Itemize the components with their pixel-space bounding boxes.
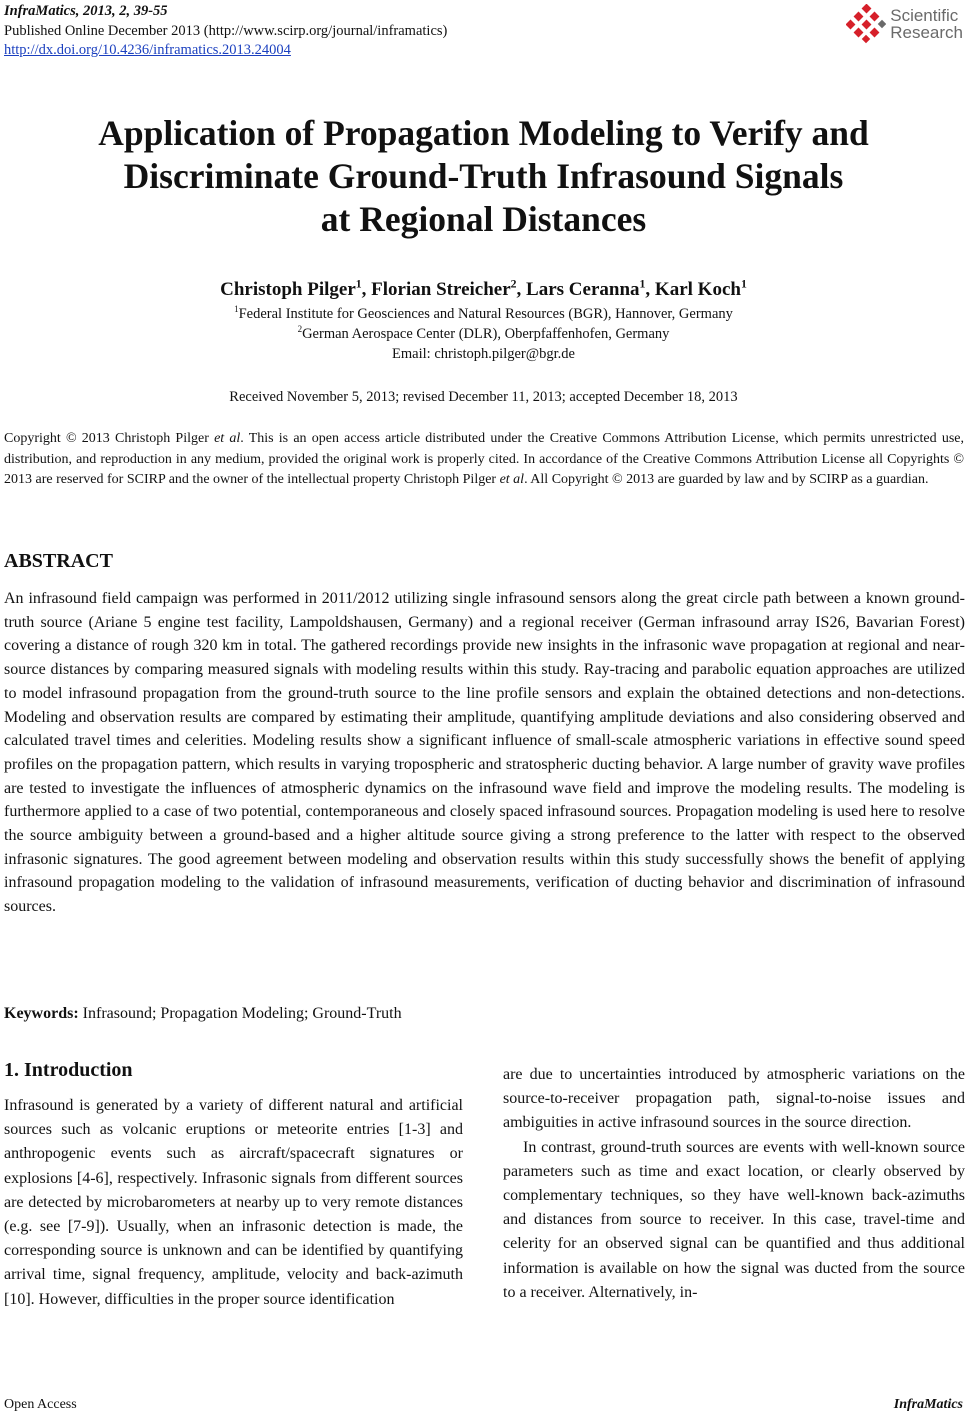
keywords-text: Infrasound; Propagation Modeling; Ground-Truth	[78, 1005, 402, 1022]
author-affil-marker: 1	[740, 277, 747, 291]
affiliation-text: German Aerospace Center (DLR), Oberpfaffenhofen, Germany	[302, 326, 670, 342]
left-column	[4, 1094, 463, 1312]
affiliation-marker: 2	[297, 324, 303, 335]
author-separator: ,	[645, 279, 655, 300]
keywords	[4, 1002, 402, 1026]
received-dates: Received November 5, 2013; revised December 11, 2013; accepted December 18, 2013	[229, 389, 738, 405]
journal-citation: , 2013, 2, 39-55	[75, 3, 168, 19]
author-separator: ,	[361, 279, 372, 300]
author-list	[0, 278, 967, 302]
footer-journal: InfraMatics	[893, 1397, 963, 1412]
section-heading-introduction: 1. Introduction	[4, 1059, 133, 1081]
copyright-text: . This is an open access article distributed under the Creative Commons Attribution License, which permits unrestricted use, distribution, and reproduction in any medium, provided the original work is properly cited. In accordance of the Creative Commons Attribution License all Copyrights © 2013 are reserved for SCIRP and the owner of the intellectual property Christoph Pilger	[4, 431, 964, 487]
published-line: Published Online December 2013 (http://www.scirp.org/journal/inframatics)	[4, 22, 448, 39]
author-name: Christoph Pilger	[220, 279, 356, 300]
affiliation-line	[0, 324, 967, 344]
author-separator: ,	[516, 279, 527, 300]
abstract-text: An infrasound field campaign was performed in 2011/2012 utilizing single infrasound sensors along the great circle path between a known ground-truth source (Ariane 5 engine test facility, Lampoldshausen, Germany) and a regional receiver (German infrasound array IS26, Bavarian Forest) covering a distance of rough 320 km in total. The gathered recordings provide new insights in the infrasonic wave propagation at regional and near-source distances by comparing measured signals with modeling results within this study. Ray-tracing and parabolic equation approaches are utilized to model infrasound propagation from the ground-truth source to the line profile sensors and explain the obtained detections and non-detections. Modeling and observation results are compared by estimating their amplitude, quantifying amplitude deviations and also considering observed and calculated travel times and celerities. Modeling results show a significant influence of small-scale atmospheric variations in effective sound speed profiles on the propagation pattern, which results in varying tropospheric and stratospheric ducting behavior. A large number of gravity wave profiles are tested to investigate the influences of atmospheric dynamics on the infrasound wave field and improve the modeling results. The modeling is furthermore applied to a case of two potential, contemporaneous and closely spaced infrasound sources. Propagation modeling is used here to resolve the source ambiguity between a ground-based and a higher altitude source giving a strong preference to the latter with respect to the observed infrasonic signatures. The good agreement between modeling and observation results within this study successfully shows the benefit of applying infrasound propagation modeling to the validation of infrasound measurements, verification of ducting behavior and discrimination of infrasound sources.	[4, 590, 965, 916]
journal-header	[4, 2, 447, 61]
title-line-2: Discriminate Ground-Truth Infrasound Signals	[123, 156, 844, 196]
affiliation-marker: 1	[234, 304, 239, 315]
author-name: Lars Ceranna	[526, 279, 640, 300]
affiliation-line	[0, 304, 967, 324]
citation-line	[4, 2, 447, 22]
paragraph: are due to uncertainties introduced by atmospheric variations on the source-to-receiver propagation path, signal-to-noise issues and ambiguities in active infrasound sources in the source direction.	[503, 1066, 965, 1132]
affiliation-text: Federal Institute for Geosciences and Natural Resources (BGR), Hannover, Germany	[238, 306, 733, 322]
copyright-etal: et al	[214, 431, 241, 446]
author-name: Florian Streicher	[371, 279, 511, 300]
logo-line-1: Scientific	[890, 6, 959, 25]
author-affil-marker: 1	[355, 277, 362, 291]
abstract-heading: ABSTRACT	[4, 550, 113, 572]
footer-open-access: Open Access	[4, 1397, 77, 1412]
title-line-1: Application of Propagation Modeling to Verify and	[98, 113, 869, 153]
author-affil-marker: 2	[510, 277, 517, 291]
journal-name: InfraMatics	[4, 3, 76, 19]
copyright-text: Copyright © 2013 Christoph Pilger	[4, 431, 215, 446]
right-column	[503, 1063, 965, 1305]
author-affil-marker: 1	[639, 277, 646, 291]
author-email: Email: christoph.pilger@bgr.de	[392, 346, 575, 362]
title-line-3: at Regional Distances	[320, 199, 647, 239]
paper-title	[0, 112, 967, 241]
author-name: Karl Koch	[654, 279, 741, 300]
copyright-notice	[4, 429, 964, 491]
copyright-text: . All Copyright © 2013 are guarded by law and by SCIRP as a guardian.	[524, 472, 929, 487]
scientific-research-logo	[846, 4, 963, 44]
copyright-etal: et al	[499, 472, 525, 487]
affiliations	[0, 304, 967, 364]
keywords-label: Keywords:	[4, 1005, 79, 1022]
paragraph: In contrast, ground-truth sources are events with well-known source parameters such as time and exact location, or clearly observed by complementary techniques, so they have well-known back-azimuths and distances from source to receiver. In this case, travel-time and celerity for an observed signal can be quantified and thus additional information is available on how the signal was ducted from the source to a receiver. Alternatively, in-	[503, 1138, 965, 1301]
scientific-research-icon	[846, 4, 886, 44]
paragraph: Infrasound is generated by a variety of different natural and artificial sources such as volcanic eruptions or meteorite entries [1-3] and anthropogenic events such as aircraft/spacecraft signatures or explosions [4-6], respectively. Infrasonic signals from different sources are detected by microbarometers at nearby up to very remote distances (e.g. see [7-9]). Usually, when an infrasonic detection is made, the corresponding source is unknown and can be identified by quantifying arrival time, signal frequency, amplitude, velocity and back-azimuth [10]. However, difficulties in the proper source identification	[4, 1097, 463, 1308]
logo-line-2: Research	[890, 23, 963, 42]
doi-link[interactable]: http://dx.doi.org/10.4236/inframatics.2013.24004	[4, 42, 291, 58]
